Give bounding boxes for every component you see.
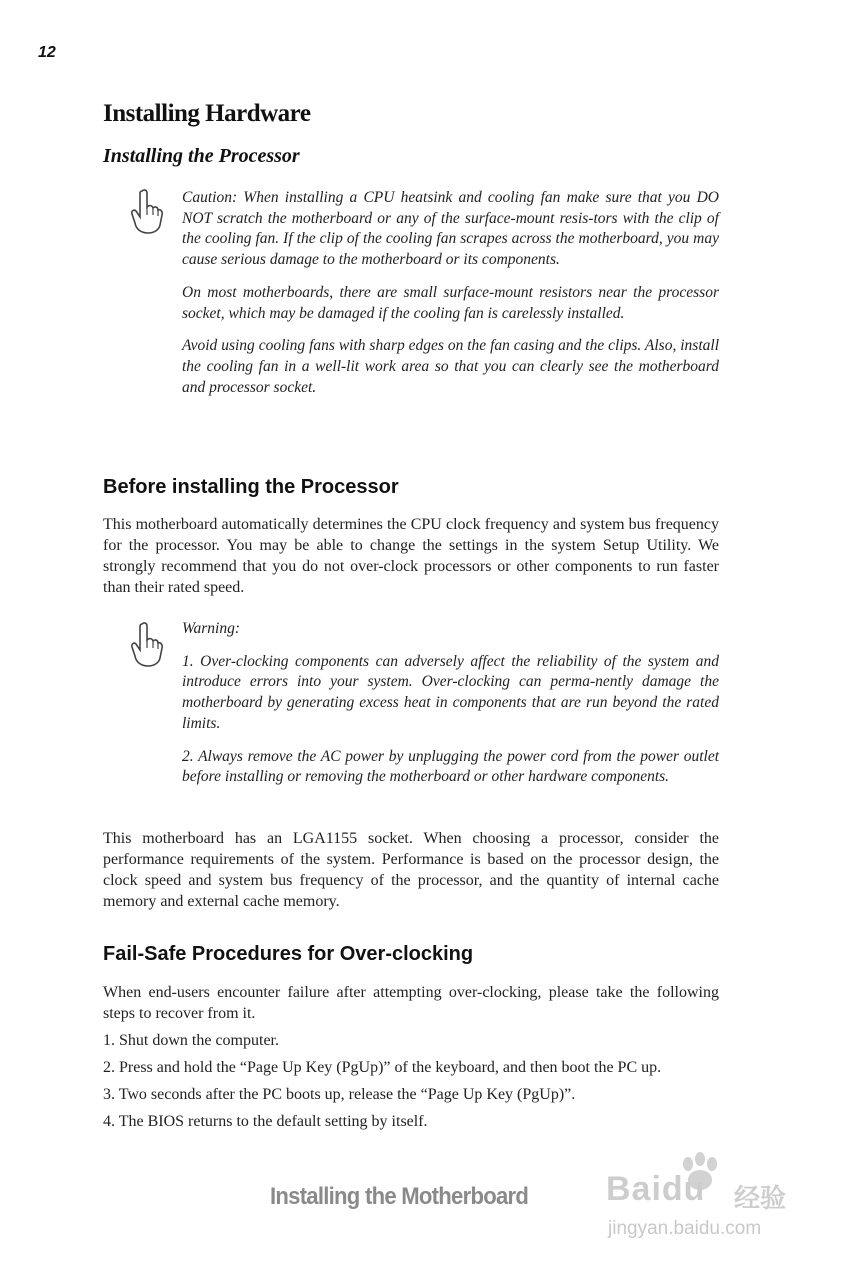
- pointing-hand-icon: [126, 187, 166, 235]
- watermark-logo-text: Baidu: [606, 1170, 706, 1208]
- page-number: 12: [38, 44, 56, 61]
- watermark-url: jingyan.baidu.com: [608, 1218, 762, 1239]
- warning-note: [182, 619, 719, 800]
- pointing-hand-icon: [126, 620, 166, 668]
- caution-paragraph: Caution: When installing a CPU heatsink and cooling fan make sure that you DO NOT scratch the motherboard or any of the surface-mount resis-tors with the clip of the cooling fan. If the clip of the cooling fan scrapes across the motherboard, you may cause serious damage to the motherboard or its components.: [182, 189, 719, 269]
- warning-paragraph: 1. Over-clocking components can adversely affect the reliability of the system and introduce errors into your system. Over-clocking can perma-nently damage the motherboard by generating excess heat in components that are run beyond the rated limits.: [182, 652, 719, 732]
- failsafe-step: 2. Press and hold the “Page Up Key (PgUp)” of the keyboard, and then boot the PC up.: [103, 1059, 662, 1076]
- body-paragraph: This motherboard automatically determines the CPU clock frequency and system bus frequency for the processor. You may be able to change the settings in the system Setup Utility. We strongly recommend that you do not over-clock processors or other components to run faster than their rated speed.: [103, 516, 719, 596]
- body-paragraph: This motherboard has an LGA1155 socket. When choosing a processor, consider the performance requirements of the system. Performance is based on the processor design, the clock speed and system bus frequency of the processor, and the quantity of internal cache memory and external cache memory.: [103, 830, 719, 910]
- baidu-watermark: [606, 1152, 806, 1252]
- socket-paragraph-block: [103, 828, 719, 917]
- warning-label: Warning:: [182, 620, 240, 637]
- caution-paragraph: On most motherboards, there are small surface-mount resistors near the processor socket, which may be damaged if the cooling fan is carelessly installed.: [182, 283, 719, 322]
- page-title: Installing Hardware: [103, 100, 311, 127]
- warning-paragraph: 2. Always remove the AC power by unplugging the power cord from the power outlet before installing or removing the motherboard or other hardware components.: [182, 747, 719, 786]
- section-heading-before-installing: Before installing the Processor: [103, 476, 399, 498]
- section-heading-fail-safe: Fail-Safe Procedures for Over-clocking: [103, 943, 474, 965]
- failsafe-step: 3. Two seconds after the PC boots up, release the “Page Up Key (PgUp)”.: [103, 1086, 576, 1103]
- before-paragraph: [103, 514, 719, 603]
- section-subtitle: Installing the Processor: [103, 145, 300, 167]
- failsafe-block: [103, 982, 719, 1138]
- caution-note: [182, 188, 719, 410]
- failsafe-step: 4. The BIOS returns to the default setting by itself.: [103, 1113, 428, 1130]
- failsafe-step: 1. Shut down the computer.: [103, 1032, 279, 1049]
- failsafe-intro: When end-users encounter failure after attempting over-clocking, please take the following steps to recover from it.: [103, 984, 719, 1022]
- caution-paragraph: Avoid using cooling fans with sharp edges on the fan casing and the clips. Also, install the cooling fan in a well-lit work area so that you can clearly see the motherboard and processor socket.: [182, 337, 719, 396]
- footer-title: Installing the Motherboard: [270, 1183, 529, 1210]
- watermark-cn-text: 经验: [734, 1184, 787, 1214]
